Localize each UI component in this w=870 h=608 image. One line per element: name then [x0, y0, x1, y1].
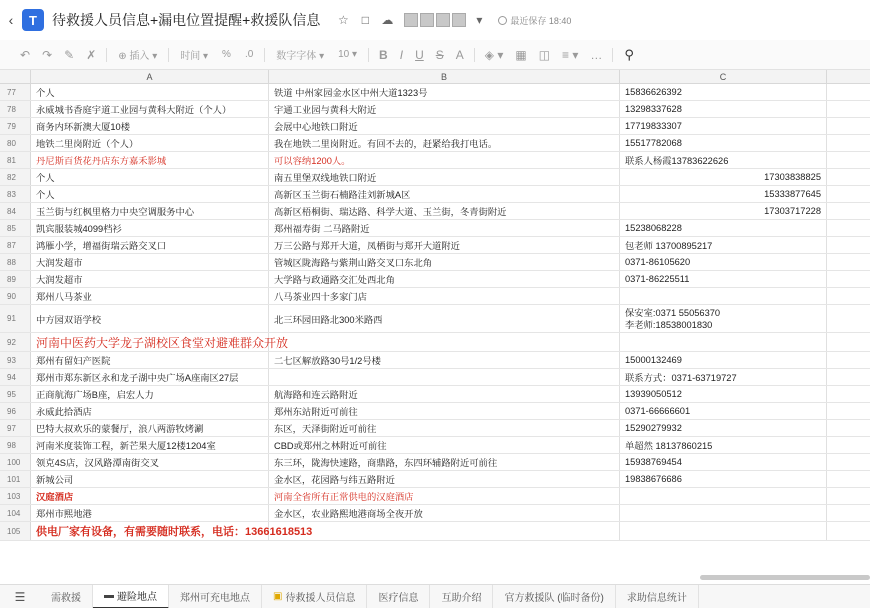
cell-b[interactable]	[269, 237, 620, 253]
cell-c[interactable]	[620, 169, 827, 185]
cell-text: 新城公司	[36, 475, 74, 485]
row-number[interactable]: 85	[0, 220, 31, 236]
cell-text: 郑州市郑东新区永和龙子湖中央广场A座南区27层	[36, 373, 239, 383]
table-row	[0, 505, 870, 522]
cell-text: 巴特大叔欢乐的蒙餐厅，浪八两游牧烤涮	[36, 424, 204, 434]
cell-c[interactable]	[620, 254, 827, 270]
cell-text: 东三环，陇海快速路，商鼎路，东四环辅路附近可前往	[274, 458, 498, 468]
row-number[interactable]: 91	[0, 305, 31, 332]
cell-a[interactable]	[31, 186, 269, 202]
cell-text: 郑州有留妇产医院	[36, 356, 111, 366]
cell-a[interactable]	[31, 220, 269, 236]
table-row	[0, 203, 870, 220]
cell-d[interactable]	[827, 437, 870, 453]
table-row	[0, 471, 870, 488]
table-row	[0, 186, 870, 203]
cell-text: 郑州福寿街 二马路附近	[274, 224, 370, 234]
cell-a[interactable]	[31, 84, 269, 100]
cell-text: 供电厂家有设备，有需要随时联系，电话：13661618513	[36, 526, 313, 538]
bold-icon[interactable]: B	[379, 47, 388, 62]
cell-d[interactable]	[827, 254, 870, 270]
cell-b[interactable]	[269, 471, 620, 487]
cell-text: 鸿雁小学，增福街瑞云路交叉口	[36, 241, 167, 251]
cell-b[interactable]	[269, 522, 620, 540]
strikethrough-icon[interactable]: S	[435, 47, 444, 62]
sheet-tab-label: 官方救援队 (临时备份)	[504, 593, 604, 604]
column-headers	[0, 70, 870, 84]
cell-text: 中方园双语学校	[36, 314, 102, 325]
table-row	[0, 101, 870, 118]
table-row	[0, 352, 870, 369]
row-number[interactable]: 84	[0, 203, 31, 219]
cell-text: 李老师:18538001830	[625, 319, 713, 330]
cell-text: 个人	[36, 88, 55, 98]
toolbar	[0, 40, 870, 70]
collaborator-avatars[interactable]	[404, 13, 466, 27]
cell-d[interactable]	[827, 386, 870, 402]
table-row	[0, 420, 870, 437]
cell-a[interactable]	[31, 305, 269, 332]
cell-d[interactable]	[827, 420, 870, 436]
cell-a[interactable]	[31, 420, 269, 436]
cell-d[interactable]	[827, 352, 870, 368]
cell-a[interactable]	[31, 403, 269, 419]
cell-d[interactable]	[827, 522, 870, 540]
cell-c[interactable]	[620, 186, 827, 202]
cell-b[interactable]	[269, 220, 620, 236]
cell-a[interactable]	[31, 237, 269, 253]
table-row	[0, 333, 870, 352]
cell-a[interactable]	[31, 152, 269, 168]
underline-icon[interactable]: U	[415, 47, 424, 62]
chevron-down-icon[interactable]: ▾	[476, 13, 483, 27]
cell-c[interactable]	[620, 454, 827, 470]
cell-text: 管城区陇海路与紫荆山路交叉口东北角	[274, 258, 433, 268]
cell-a[interactable]	[31, 471, 269, 487]
redo-icon[interactable]: ↷	[42, 47, 53, 62]
cell-b[interactable]	[269, 186, 620, 202]
row-number[interactable]: 79	[0, 118, 31, 134]
cell-a[interactable]	[31, 101, 269, 117]
cell-a[interactable]	[31, 454, 269, 470]
row-number[interactable]: 78	[0, 101, 31, 117]
cell-c[interactable]	[620, 420, 827, 436]
cell-b[interactable]	[269, 352, 620, 368]
row-number[interactable]: 81	[0, 152, 31, 168]
cloud-icon[interactable]: ☁	[381, 13, 394, 27]
column-header-b[interactable]: B	[269, 70, 620, 83]
table-row	[0, 254, 870, 271]
cell-b[interactable]	[269, 305, 620, 332]
star-icon[interactable]: ☆	[337, 13, 349, 27]
cell-text: 单超然 18137860215	[625, 441, 713, 451]
cell-a[interactable]	[31, 203, 269, 219]
cell-c[interactable]	[620, 352, 827, 368]
table-row	[0, 169, 870, 186]
cell-d[interactable]	[827, 169, 870, 185]
row-number[interactable]: 104	[0, 505, 31, 521]
row-number[interactable]: 83	[0, 186, 31, 202]
row-number[interactable]: 89	[0, 271, 31, 287]
cell-text: 大学路与政通路交汇处西北角	[274, 275, 395, 285]
table-row	[0, 237, 870, 254]
sheet-rows	[0, 84, 870, 541]
fill-color-icon[interactable]: ◈ ▾	[484, 47, 504, 62]
row-number[interactable]: 100	[0, 454, 31, 470]
cell-b[interactable]	[269, 420, 620, 436]
cell-text: 大润发超市	[36, 275, 83, 285]
row-number[interactable]: 103	[0, 488, 31, 504]
sheet-tab[interactable]	[367, 585, 430, 608]
font-size-label: 10	[338, 49, 350, 60]
sheet-tab-label: 求助信息统计	[626, 593, 687, 604]
row-number[interactable]: 87	[0, 237, 31, 253]
cell-b[interactable]	[269, 169, 620, 185]
cell-text: 八马茶业四十多家门店	[274, 292, 367, 302]
row-number[interactable]: 92	[0, 333, 31, 351]
save-status	[498, 14, 571, 27]
row-number[interactable]: 94	[0, 369, 31, 385]
sheet-tab[interactable]	[616, 585, 699, 608]
font-family-label: 数字字体	[276, 51, 317, 62]
cell-c[interactable]	[620, 271, 827, 287]
row-number[interactable]: 82	[0, 169, 31, 185]
cell-text: 金水区，花园路与纬五路附近	[274, 475, 395, 485]
cell-text: 万三公路与郑开大道，凤栖街与郑开大道附近	[274, 241, 460, 251]
cell-a[interactable]	[31, 333, 289, 351]
insert-menu[interactable]: ⊕ 插入 ▾	[118, 51, 158, 62]
cell-text: 东区，天泽街附近可前往	[274, 424, 377, 434]
text-color-icon[interactable]: A	[455, 47, 464, 62]
cell-a[interactable]	[31, 488, 269, 504]
cell-text: CBD或郑州之林附近可前往	[274, 441, 387, 451]
cell-text: 高新区玉兰街石楠路洼刘新城A区	[274, 190, 411, 200]
row-number[interactable]: 101	[0, 471, 31, 487]
border-icon[interactable]: ▦	[515, 47, 527, 62]
cell-text: 15333877645	[764, 189, 821, 199]
table-row	[0, 437, 870, 454]
cell-text: 南五里堡双线地铁口附近	[274, 173, 377, 183]
more-icon[interactable]: …	[590, 47, 603, 62]
cell-text: 我在地铁二里岗附近。有回不去的，赶紧给我打电话。	[274, 139, 498, 149]
cell-text: 丹尼斯百货花丹店东方嘉禾影城	[36, 156, 167, 166]
cell-c[interactable]	[620, 84, 827, 100]
row-number[interactable]: 93	[0, 352, 31, 368]
sheet-tab[interactable]	[493, 585, 615, 608]
cell-d[interactable]	[827, 271, 870, 287]
sheet-tab[interactable]	[430, 585, 493, 608]
cell-d[interactable]	[827, 333, 870, 351]
cell-d[interactable]	[827, 186, 870, 202]
avatar[interactable]	[452, 13, 466, 27]
cell-text: 郑州市熙地港	[36, 509, 92, 519]
cell-text: 郑州东站附近可前往	[274, 407, 358, 417]
column-header-c[interactable]: C	[620, 70, 827, 83]
cell-b[interactable]	[269, 386, 620, 402]
italic-icon[interactable]: I	[399, 47, 404, 62]
cell-d[interactable]	[827, 454, 870, 470]
cell-c[interactable]	[620, 505, 827, 521]
cell-text: 汉庭酒店	[36, 492, 74, 502]
row-number[interactable]: 77	[0, 84, 31, 100]
time-label: 时间	[180, 51, 201, 62]
cell-a[interactable]	[31, 352, 269, 368]
sheet-tab-label: 郑州可充电地点	[180, 593, 250, 604]
title-bar	[0, 0, 870, 40]
cell-text: 二七区解放路30号1/2号楼	[274, 356, 381, 366]
cell-a[interactable]	[31, 271, 269, 287]
avatar[interactable]	[420, 13, 434, 27]
row-number[interactable]: 88	[0, 254, 31, 270]
clock-icon	[498, 16, 507, 25]
cell-text: 17303838825	[764, 172, 821, 182]
cell-b[interactable]	[269, 454, 620, 470]
cell-text: 15290279932	[625, 423, 682, 433]
sheet-tab[interactable]	[40, 585, 93, 608]
cell-b[interactable]	[269, 505, 620, 521]
cell-text: 大润发超市	[36, 258, 83, 268]
cell-b[interactable]	[269, 271, 620, 287]
cell-text: 15517782068	[625, 138, 682, 148]
cell-text: 保安室:0371 55056370	[625, 307, 721, 318]
sheet-tab[interactable]	[262, 585, 367, 608]
cell-d[interactable]	[827, 203, 870, 219]
column-header-d[interactable]	[827, 70, 870, 83]
cell-text: 17719833307	[625, 121, 682, 131]
cell-text: 联系人杨霞13783622626	[625, 156, 729, 166]
cell-text: 地铁二里岗附近（个人）	[36, 139, 139, 149]
row-number[interactable]: 95	[0, 386, 31, 402]
cell-d[interactable]	[827, 84, 870, 100]
table-row	[0, 488, 870, 505]
font-family-select[interactable]: 数字字体 ▾	[276, 51, 325, 62]
cell-text: 15938769454	[625, 457, 682, 467]
decimal-button[interactable]: .0	[244, 49, 254, 60]
horizontal-scrollbar[interactable]	[700, 575, 870, 580]
cell-d[interactable]	[827, 135, 870, 151]
search-icon[interactable]: ⚲	[624, 46, 634, 62]
cell-text: 永威城书香庭宇道工业园与黄科大附近（个人）	[36, 105, 232, 115]
cell-c[interactable]	[620, 369, 827, 385]
table-row	[0, 522, 870, 541]
cell-text: 北三环园田路北300米路西	[274, 314, 383, 325]
sheet-tab-label: 待救援人员信息	[285, 593, 356, 604]
cell-d[interactable]	[827, 471, 870, 487]
row-number[interactable]: 90	[0, 288, 31, 304]
cell-text: 凯宾服装城4099档衫	[36, 224, 122, 234]
cell-text: 个人	[36, 173, 55, 183]
cell-c[interactable]	[620, 237, 827, 253]
row-number[interactable]: 98	[0, 437, 31, 453]
cell-a[interactable]	[31, 254, 269, 270]
table-row	[0, 454, 870, 471]
cell-d[interactable]	[827, 237, 870, 253]
cell-a[interactable]	[31, 288, 269, 304]
cell-b[interactable]	[269, 203, 620, 219]
cell-a[interactable]	[31, 369, 269, 385]
cell-c[interactable]	[620, 203, 827, 219]
cell-c[interactable]	[620, 471, 827, 487]
cell-text: 金水区，农业路熙地港商场全夜开放	[274, 509, 423, 519]
cell-a[interactable]	[31, 505, 269, 521]
cell-c[interactable]	[620, 118, 827, 134]
cell-c[interactable]	[620, 403, 827, 419]
cell-d[interactable]	[827, 220, 870, 236]
cell-b[interactable]	[269, 288, 620, 304]
table-row	[0, 403, 870, 420]
row-number[interactable]: 97	[0, 420, 31, 436]
cell-c[interactable]	[620, 488, 827, 504]
column-header-a[interactable]: A	[31, 70, 269, 83]
cell-text: 17303717228	[764, 206, 821, 216]
cell-text: 正商航海广场B座，启宏人力	[36, 390, 154, 400]
sheet-list-icon[interactable]: ☰	[14, 589, 26, 604]
cell-b[interactable]	[269, 333, 620, 351]
cell-b[interactable]	[269, 369, 620, 385]
cell-c[interactable]	[620, 437, 827, 453]
cell-d[interactable]	[827, 403, 870, 419]
cell-d[interactable]	[827, 101, 870, 117]
select-all-corner[interactable]	[0, 70, 31, 83]
sheet-tabs	[0, 584, 870, 608]
cell-text: 15836626392	[625, 87, 682, 97]
table-row	[0, 135, 870, 152]
cell-c[interactable]	[620, 152, 827, 168]
cell-c[interactable]	[620, 101, 827, 117]
cell-b[interactable]	[269, 437, 620, 453]
cell-a[interactable]	[31, 118, 269, 134]
cell-text: 永威此拾酒店	[36, 407, 92, 417]
cell-d[interactable]	[827, 488, 870, 504]
cell-text: 13939050512	[625, 389, 682, 399]
cell-c[interactable]	[620, 288, 827, 304]
cell-text: 15000132469	[625, 355, 682, 365]
table-row	[0, 386, 870, 403]
table-row	[0, 220, 870, 237]
cell-d[interactable]	[827, 305, 870, 332]
cell-d[interactable]	[827, 152, 870, 168]
cell-b[interactable]	[269, 152, 620, 168]
cell-text: 河南中医药大学龙子湖校区食堂对避难群众开放	[36, 335, 289, 350]
cell-text: 宇通工业园与黄科大附近	[274, 105, 377, 115]
cell-text: 玉兰街与红枫里格力中央空调服务中心	[36, 207, 195, 217]
note-icon: ▣	[273, 591, 283, 602]
bed-icon: ▬	[104, 590, 114, 601]
back-icon[interactable]: ‹	[8, 12, 14, 28]
cell-text: 15238068228	[625, 223, 682, 233]
cell-d[interactable]	[827, 505, 870, 521]
cell-a[interactable]	[31, 169, 269, 185]
table-row	[0, 271, 870, 288]
sheet-tab-label: 互助介绍	[441, 593, 482, 604]
cell-c[interactable]	[620, 305, 827, 332]
document-title[interactable]: 待救援人员信息+漏电位置提醒+救援队信息	[52, 12, 321, 28]
save-status-text: 最近保存 18:40	[510, 15, 572, 26]
cell-text: 铁道 中州家园金水区中州大道1323号	[274, 88, 428, 98]
avatar[interactable]	[436, 13, 450, 27]
cell-text: 商务内环新澳大厦10楼	[36, 122, 131, 132]
cell-text: 联系方式：0371-63719727	[625, 373, 737, 383]
cell-b[interactable]	[269, 488, 620, 504]
sheet-tab-label: 避险地点	[117, 592, 157, 603]
cell-c[interactable]	[620, 386, 827, 402]
cell-text: 19838676686	[625, 474, 682, 484]
insert-label: 插入	[129, 51, 150, 62]
cell-text: 航海路和连云路附近	[274, 390, 358, 400]
cell-d[interactable]	[827, 118, 870, 134]
avatar[interactable]	[404, 13, 418, 27]
cell-a[interactable]	[31, 135, 269, 151]
cell-a[interactable]	[31, 437, 269, 453]
sheet-tab[interactable]	[93, 585, 169, 608]
table-row	[0, 118, 870, 135]
row-number[interactable]: 96	[0, 403, 31, 419]
cell-text: 0371-86225511	[625, 274, 690, 284]
cell-c[interactable]	[620, 333, 827, 351]
table-row	[0, 288, 870, 305]
cell-c[interactable]	[620, 522, 827, 540]
table-row	[0, 84, 870, 101]
cell-b[interactable]	[269, 84, 620, 100]
sheet-tab[interactable]	[169, 585, 262, 608]
cell-a[interactable]	[31, 386, 269, 402]
clear-format-icon[interactable]: ✗	[86, 47, 97, 62]
font-size-select[interactable]: 10 ▾	[338, 49, 358, 60]
document-icon[interactable]: □	[361, 13, 369, 27]
app-logo: T	[22, 9, 44, 31]
cell-d[interactable]	[827, 288, 870, 304]
cell-text: 包老师 13700895217	[625, 241, 713, 251]
time-menu[interactable]: 时间 ▾	[180, 51, 209, 62]
cell-text: 河南米度装饰工程，新芒果大厦12楼1204室	[36, 441, 216, 451]
cell-text: 可以容纳1200人。	[274, 156, 351, 166]
cell-b[interactable]	[269, 101, 620, 117]
row-number[interactable]: 80	[0, 135, 31, 151]
cell-text: 郑州八马茶业	[36, 292, 92, 302]
cell-d[interactable]	[827, 369, 870, 385]
cell-text: 会展中心地铁口附近	[274, 122, 358, 132]
cell-text: 高新区梧桐街、瑞达路、科学大道、玉兰街，冬青街附近	[274, 207, 507, 217]
sheet-tab-label: 医疗信息	[378, 593, 419, 604]
format-painter-icon[interactable]: ✎	[64, 47, 75, 62]
cell-text: 领克4S店，汉风路潭南街交叉	[36, 458, 159, 468]
align-icon[interactable]: ≡ ▾	[562, 47, 579, 62]
cell-text: 13298337628	[625, 104, 682, 114]
table-row	[0, 305, 870, 333]
cell-b[interactable]	[269, 135, 620, 151]
cell-c[interactable]	[620, 135, 827, 151]
cell-c[interactable]	[620, 220, 827, 236]
cell-text: 河南全省所有正常供电的汉庭酒店	[274, 492, 414, 502]
cell-b[interactable]	[269, 254, 620, 270]
merge-icon[interactable]: ◫	[538, 47, 551, 62]
row-number[interactable]: 105	[0, 522, 31, 540]
table-row	[0, 369, 870, 386]
cell-text: 0371-66666601	[625, 406, 691, 416]
cell-b[interactable]	[269, 118, 620, 134]
percent-button[interactable]: %	[222, 49, 231, 60]
cell-a[interactable]	[31, 522, 313, 540]
undo-icon[interactable]: ↶	[20, 47, 31, 62]
table-row	[0, 152, 870, 169]
cell-text: 0371-86105620	[625, 257, 691, 267]
sheet-tab-label: 需救援	[51, 593, 81, 604]
cell-text: 个人	[36, 190, 55, 200]
cell-b[interactable]	[269, 403, 620, 419]
